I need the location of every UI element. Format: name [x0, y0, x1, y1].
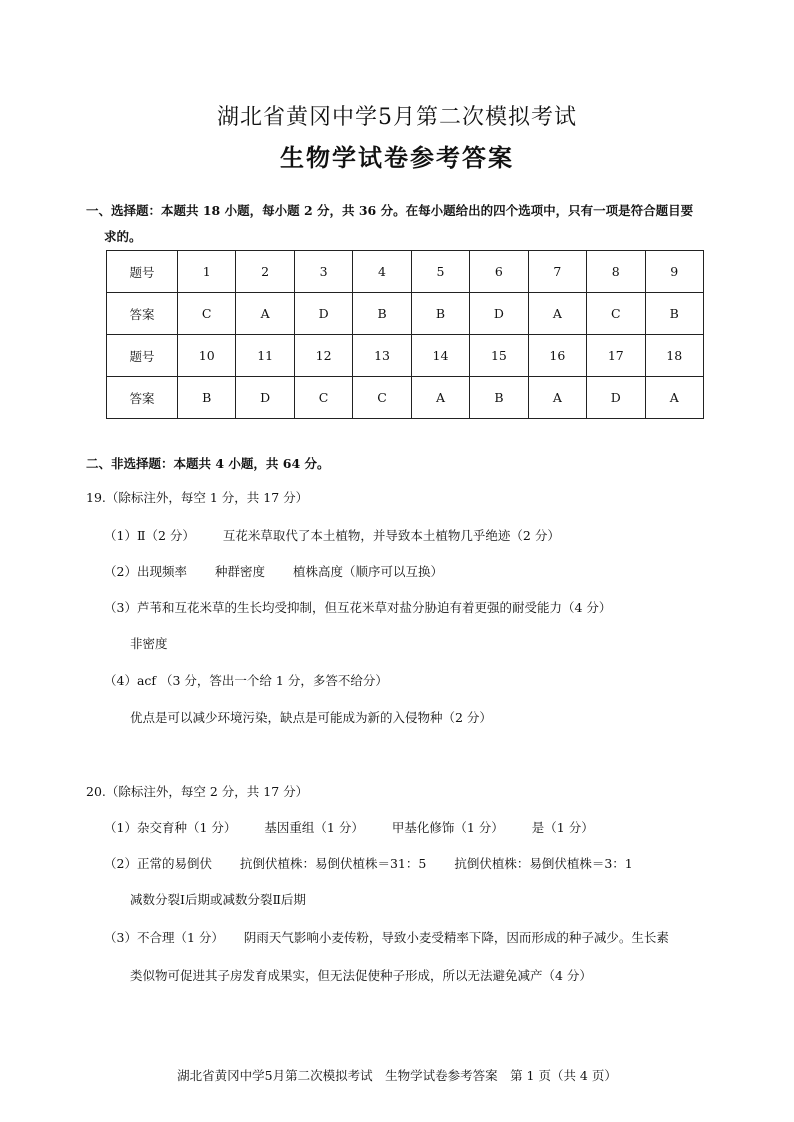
table-cell: 13	[353, 335, 411, 377]
table-cell: 11	[236, 335, 294, 377]
table-cell: 6	[470, 251, 528, 293]
answer-table	[106, 250, 704, 419]
table-row	[107, 293, 704, 335]
table-cell: 16	[528, 335, 586, 377]
table-row-label: 答案	[107, 377, 178, 419]
table-cell: 14	[411, 335, 469, 377]
q19-part2-c: 植株高度（顺序可以互换）	[292, 564, 443, 579]
table-row	[107, 251, 704, 293]
table-cell: 1	[178, 251, 236, 293]
q19-part1	[104, 526, 560, 544]
q20-part2-a: （2）正常的易倒伏	[104, 856, 212, 871]
table-cell: 4	[353, 251, 411, 293]
table-cell: A	[528, 293, 586, 335]
table-row-label: 答案	[107, 293, 178, 335]
table-cell: 10	[178, 335, 236, 377]
q20-part3-c: 类似物可促进其子房发育成果实，但无法促使种子形成，所以无法避免减产（4 分）	[130, 968, 592, 983]
section1-heading-line2: 求的。	[104, 229, 142, 244]
table-cell: B	[411, 293, 469, 335]
table-row	[107, 335, 704, 377]
q20-part1-b: 基因重组（1 分）	[264, 820, 364, 835]
table-cell: D	[587, 377, 645, 419]
q20-part3	[104, 928, 669, 946]
table-row	[107, 377, 704, 419]
table-cell: C	[178, 293, 236, 335]
table-cell: 15	[470, 335, 528, 377]
table-row-label: 题号	[107, 335, 178, 377]
table-cell: 5	[411, 251, 469, 293]
table-cell: 17	[587, 335, 645, 377]
table-cell: D	[294, 293, 352, 335]
table-cell: 7	[528, 251, 586, 293]
q19-part2-a: （2）出现频率	[104, 564, 187, 579]
q19-part2	[104, 562, 443, 580]
table-cell: B	[353, 293, 411, 335]
q20-part1	[104, 818, 594, 836]
q20-header: 20.（除标注外，每空 2 分，共 17 分）	[86, 784, 309, 799]
table-cell: A	[411, 377, 469, 419]
q19-part4-b: 优点是可以减少环境污染，缺点是可能成为新的入侵物种（2 分）	[130, 710, 492, 725]
table-cell: C	[294, 377, 352, 419]
q19-header: 19.（除标注外，每空 1 分，共 17 分）	[86, 490, 309, 505]
section1-heading-line1: 一、选择题：本题共 18 小题，每小题 2 分，共 36 分。在每小题给出的四个选项中，只有一项是符合题目要	[86, 203, 694, 218]
q20-part2-c: 抗倒伏植株：易倒伏植株＝3：1	[454, 856, 633, 871]
q20-part2-d: 减数分裂Ⅰ后期或减数分裂Ⅱ后期	[130, 892, 306, 907]
section2-heading: 二、非选择题：本题共 4 小题，共 64 分。	[86, 456, 330, 471]
page-title: 湖北省黄冈中学5月第二次模拟考试	[217, 105, 577, 130]
q20-part1-c: 甲基化修饰（1 分）	[391, 820, 504, 835]
section1-heading	[86, 198, 726, 250]
q20-part1-a: （1）杂交育种（1 分）	[104, 820, 237, 835]
table-cell: A	[236, 293, 294, 335]
q19-part2-b: 种群密度	[214, 564, 265, 579]
table-cell: 9	[645, 251, 704, 293]
page-subtitle: 生物学试卷参考答案	[280, 143, 514, 172]
q19-part3: （3）芦苇和互花米草的生长均受抑制，但互花米草对盐分胁迫有着更强的耐受能力（4 分）	[104, 600, 612, 615]
q20-part2-b: 抗倒伏植株：易倒伏植株＝31：5	[239, 856, 427, 871]
q19-part1-reason: 互花米草取代了本土植物，并导致本土植物几乎绝迹（2 分）	[222, 528, 560, 543]
q20-part1-d: 是（1 分）	[531, 820, 594, 835]
table-cell: B	[645, 293, 704, 335]
table-cell: D	[236, 377, 294, 419]
q20-part2	[104, 854, 633, 872]
q19-part3-b: 非密度	[130, 636, 168, 651]
table-cell: 2	[236, 251, 294, 293]
table-cell: A	[528, 377, 586, 419]
table-cell: 18	[645, 335, 704, 377]
q20-part3-b: 阴雨天气影响小麦传粉，导致小麦受精率下降，因而形成的种子减少。生长素	[243, 930, 669, 945]
table-cell: B	[470, 377, 528, 419]
table-cell: C	[587, 293, 645, 335]
table-cell: 3	[294, 251, 352, 293]
page-footer: 湖北省黄冈中学5月第二次模拟考试 生物学试卷参考答案 第 1 页（共 4 页）	[177, 1068, 617, 1083]
table-cell: A	[645, 377, 704, 419]
q20-part3-a: （3）不合理（1 分）	[104, 930, 224, 945]
q19-part4: （4）acf （3 分，答出一个给 1 分，多答不给分）	[104, 673, 388, 688]
table-cell: 8	[587, 251, 645, 293]
table-cell: 12	[294, 335, 352, 377]
table-cell: D	[470, 293, 528, 335]
table-cell: B	[178, 377, 236, 419]
table-row-label: 题号	[107, 251, 178, 293]
table-cell: C	[353, 377, 411, 419]
q19-part1-answer: （1）Ⅱ（2 分）	[104, 528, 195, 543]
